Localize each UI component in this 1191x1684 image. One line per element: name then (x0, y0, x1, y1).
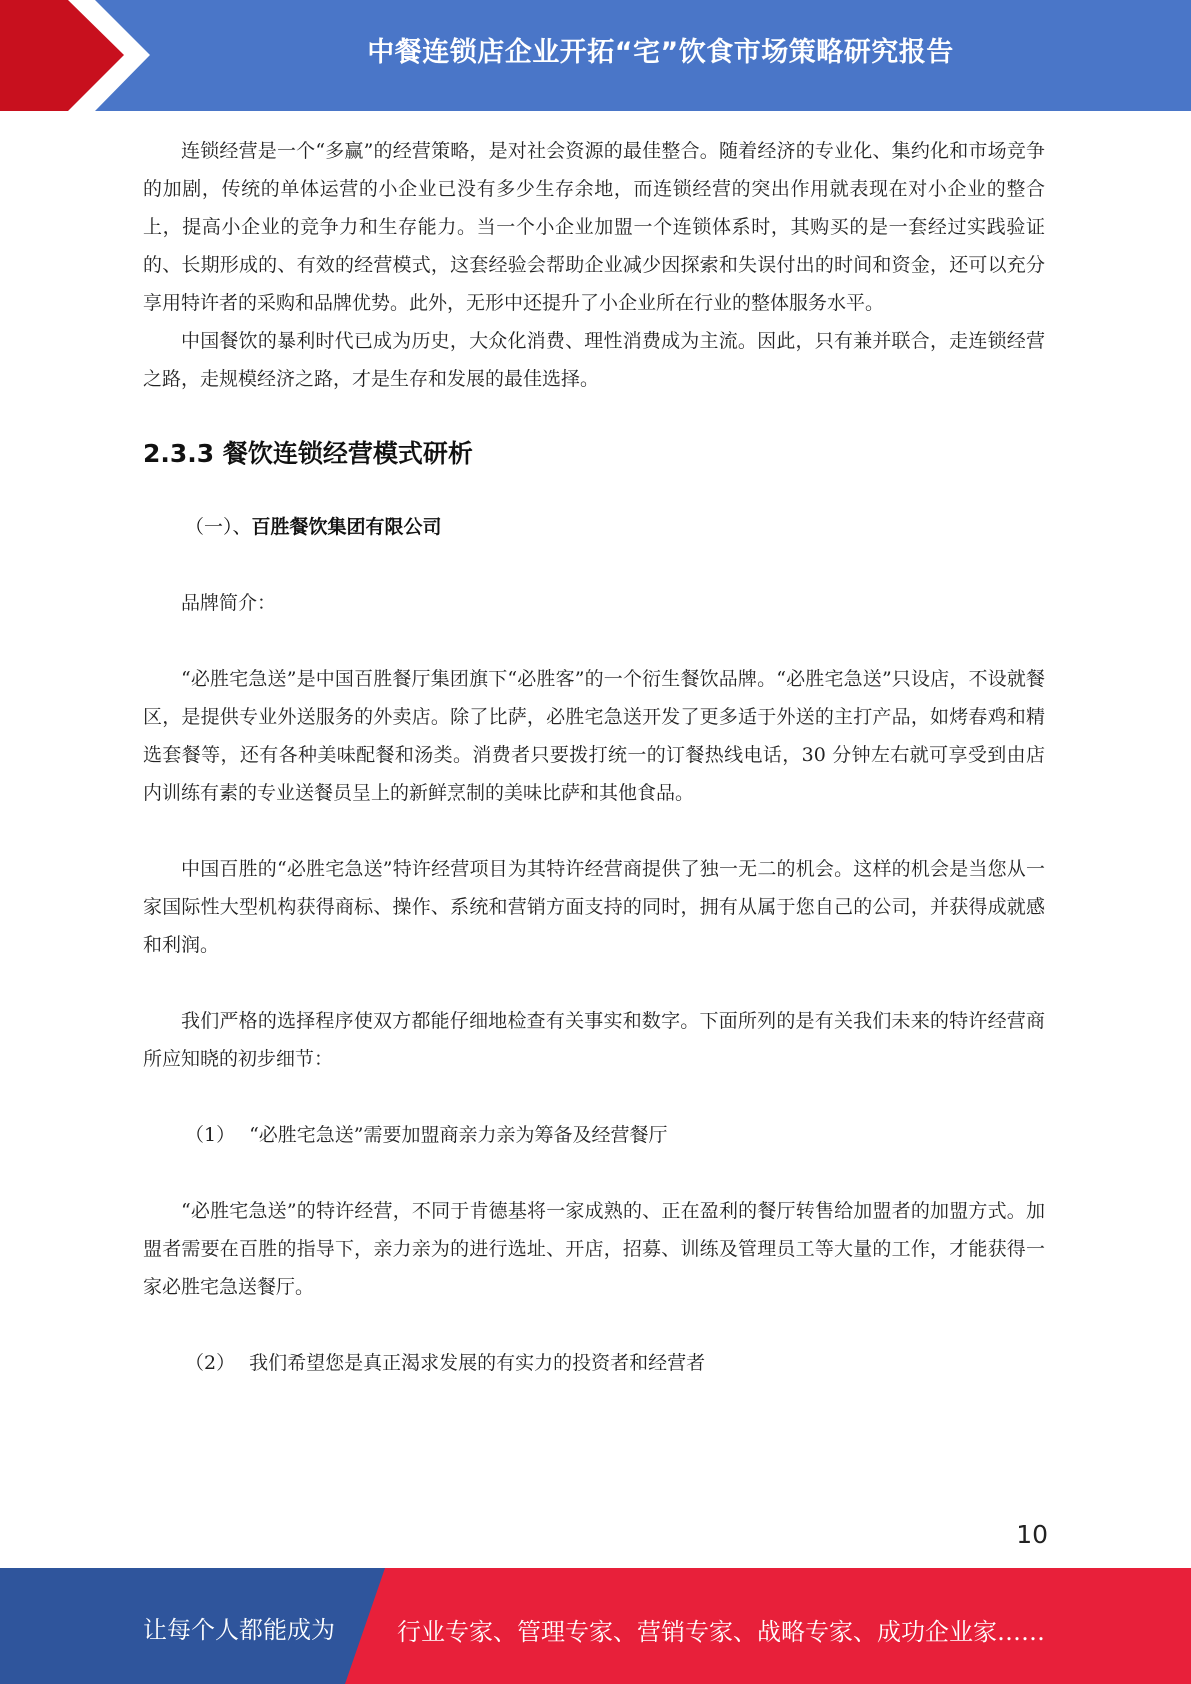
section-heading: 2.3.3 餐饮连锁经营模式研析 (143, 439, 473, 468)
list-item-1 (185, 1116, 1045, 1154)
list-item-1-number: （1） (185, 1124, 236, 1146)
report-title: 中餐连锁店企业开拓“宅”饮食市场策略研究报告 (367, 37, 954, 68)
brand-intro-label: 品牌简介： (181, 592, 277, 614)
company-name: 百胜餐饮集团有限公司 (251, 516, 442, 538)
franchise-paragraph: 中国百胜的“必胜宅急送”特许经营项目为其特许经营商提供了独一无二的机会。这样的机会是当您从一家国际性大型机构获得商标、操作、系统和营销方面支持的同时，拥有从属于您自己的公司，并获得成就感和利润。 (143, 858, 1045, 956)
list-item-2-text: 我们希望您是真正渴求发展的有实力的投资者和经营者 (249, 1352, 706, 1374)
brand-paragraph: “必胜宅急送”是中国百胜餐厅集团旗下“必胜客”的一个衍生餐饮品牌。“必胜宅急送”只设店，不设就餐区，是提供专业外送服务的外卖店。除了比萨，必胜宅急送开发了更多适于外送的主打产品，如烤春鸡和精选套餐等，还有各种美味配餐和汤类。消费者只要拨打统一的订餐热线电话，30 分钟左右就可享受到由店内训练有素的专业送餐员呈上的新鲜烹制的美味比萨和其他食品。 (143, 668, 1045, 804)
page-footer (0, 1568, 1191, 1684)
page-content (143, 132, 1045, 1382)
footer-slogan-left: 让每个人都能成为 (143, 1616, 335, 1644)
item1-paragraph: “必胜宅急送”的特许经营，不同于肯德基将一家成熟的、正在盈利的餐厅转售给加盟者的加盟方式。加盟者需要在百胜的指导下，亲力亲为的进行选址、开店，招募、训练及管理员工等大量的工作，才能获得一家必胜宅急送餐厅。 (143, 1200, 1045, 1298)
selection-paragraph: 我们严格的选择程序使双方都能仔细地检查有关事实和数字。下面所列的是有关我们未来的特许经营商所应知晓的初步细节： (143, 1010, 1045, 1070)
list-item-2-number: （2） (185, 1352, 236, 1374)
page-header (0, 0, 1191, 111)
page-number: 10 (1016, 1520, 1048, 1549)
company-subheading (185, 508, 1045, 546)
header-arrow-decoration (0, 0, 170, 111)
list-item-1-text: “必胜宅急送”需要加盟商亲力亲为筹备及经营餐厅 (249, 1124, 668, 1146)
subheading-prefix: （一）、 (185, 516, 252, 538)
list-item-2 (185, 1344, 1045, 1382)
intro-paragraph-2: 中国餐饮的暴利时代已成为历史，大众化消费、理性消费成为主流。因此，只有兼并联合，走连锁经营之路，走规模经济之路，才是生存和发展的最佳选择。 (143, 330, 1045, 390)
intro-paragraph-1: 连锁经营是一个“多赢”的经营策略，是对社会资源的最佳整合。随着经济的专业化、集约化和市场竞争的加剧，传统的单体运营的小企业已没有多少生存余地，而连锁经营的突出作用就表现在对小企业的整合上，提高小企业的竞争力和生存能力。当一个小企业加盟一个连锁体系时，其购买的是一套经过实践验证的、长期形成的、有效的经营模式，这套经验会帮助企业减少因探索和失误付出的时间和资金，还可以充分享用特许者的采购和品牌优势。此外，无形中还提升了小企业所在行业的整体服务水平。 (143, 140, 1045, 314)
footer-slogan-right: 行业专家、管理专家、营销专家、战略专家、成功企业家…… (397, 1618, 1045, 1646)
